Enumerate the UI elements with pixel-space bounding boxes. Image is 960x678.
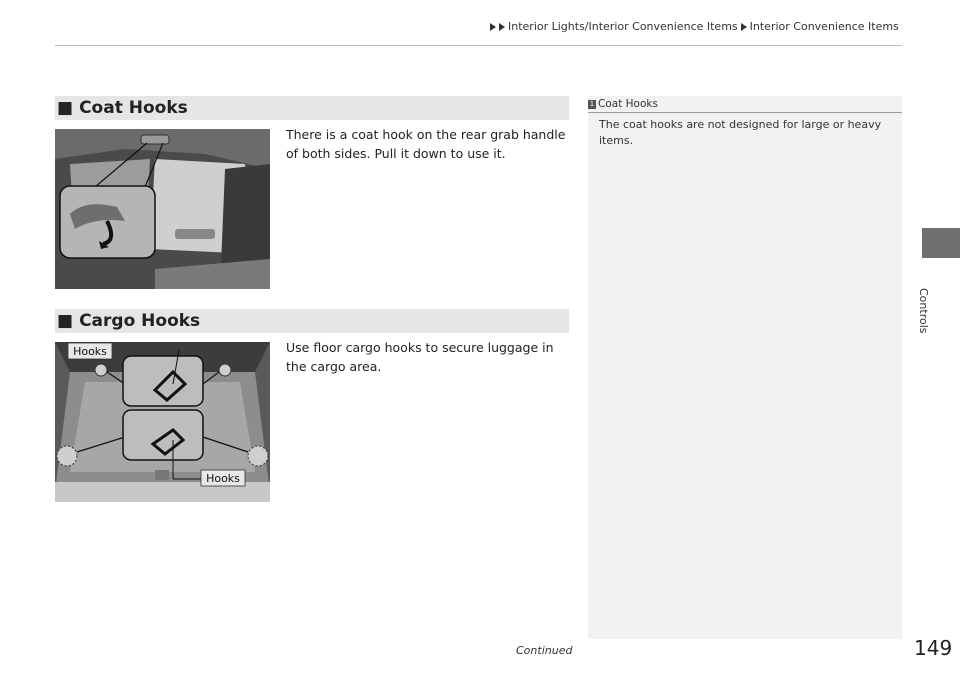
cargo-hooks-photo bbox=[55, 342, 270, 502]
cargo-hooks-text: Use floor cargo hooks to secure luggage in the cargo area. bbox=[286, 340, 554, 374]
coat-hook-photo bbox=[55, 129, 270, 289]
breadcrumb-part-2: Interior Convenience Items bbox=[749, 20, 899, 33]
breadcrumb bbox=[490, 20, 902, 33]
coat-hooks-heading bbox=[55, 96, 569, 120]
cargo-hooks-label-bottom: Hooks bbox=[206, 472, 240, 485]
header-rule bbox=[55, 45, 902, 46]
coat-hooks-text: There is a coat hook on the rear grab handle of both sides. Pull it down to use it. bbox=[286, 127, 566, 161]
note-marker-icon: 1 bbox=[589, 99, 595, 108]
coat-hooks-title: Coat Hooks bbox=[79, 98, 188, 118]
cargo-hooks-title: Cargo Hooks bbox=[79, 311, 201, 331]
triangle-right-icon bbox=[490, 23, 496, 31]
square-bullet-icon: ■ bbox=[57, 310, 74, 331]
cargo-hooks-label-top: Hooks bbox=[73, 345, 107, 358]
sidebar-title bbox=[588, 98, 658, 110]
section-tab-label: Controls bbox=[917, 288, 930, 334]
page-number: 149 bbox=[914, 636, 953, 660]
square-bullet-icon: ■ bbox=[57, 97, 74, 118]
sidebar-title-text: Coat Hooks bbox=[598, 98, 658, 110]
sidebar-note bbox=[588, 96, 902, 639]
sidebar-text: The coat hooks are not designed for large or heavy items. bbox=[599, 118, 882, 147]
cargo-hooks-heading bbox=[55, 309, 569, 333]
continued-label: Continued bbox=[516, 644, 573, 657]
section-tab bbox=[922, 228, 960, 258]
breadcrumb-part-1: Interior Lights/Interior Convenience Items bbox=[508, 20, 738, 33]
sidebar-rule bbox=[588, 112, 902, 113]
triangle-right-icon bbox=[499, 23, 505, 31]
triangle-right-icon bbox=[741, 23, 747, 31]
